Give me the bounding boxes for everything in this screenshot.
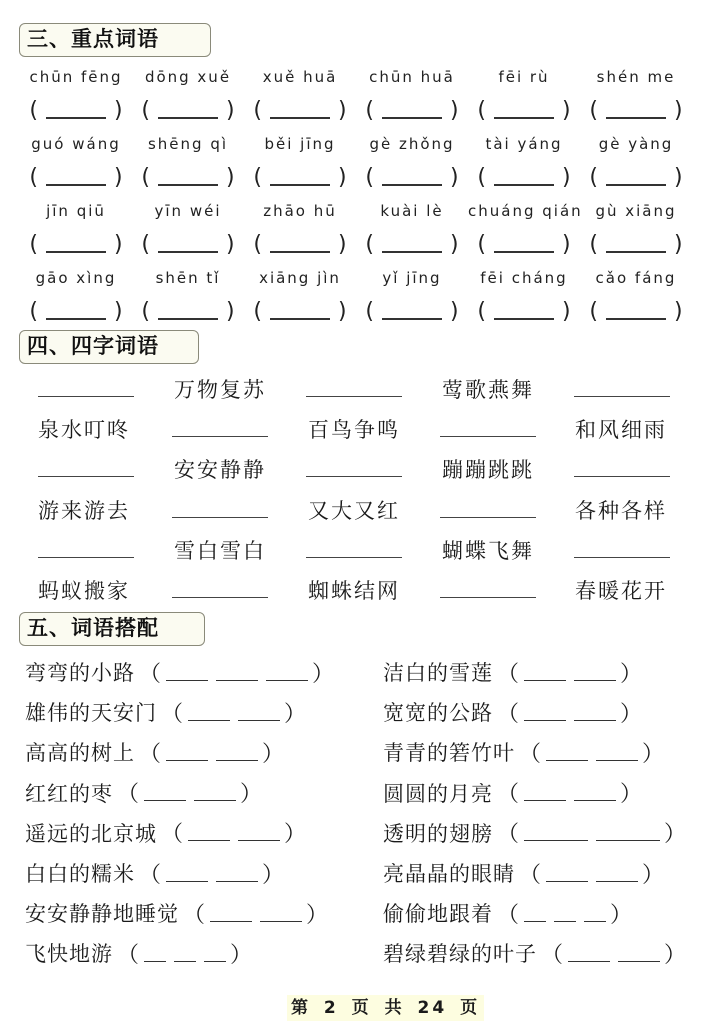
blank-line[interactable] bbox=[270, 103, 330, 119]
four-char-word: 各种各样 bbox=[575, 498, 667, 523]
answer-row bbox=[20, 228, 710, 261]
paren-close: ） bbox=[664, 822, 688, 848]
blank-line[interactable] bbox=[618, 945, 660, 962]
answer-blank[interactable] bbox=[468, 165, 580, 190]
paren-open: ( bbox=[477, 98, 486, 123]
paren-open: （ bbox=[139, 741, 163, 767]
answer-blank[interactable] bbox=[20, 299, 132, 324]
answer-blank-line[interactable] bbox=[38, 476, 134, 477]
paren-open: （ bbox=[497, 661, 521, 687]
answer-blank[interactable] bbox=[244, 232, 356, 257]
blank-line[interactable] bbox=[238, 824, 280, 841]
paren-close: ） bbox=[262, 741, 286, 767]
paren-close: ) bbox=[562, 165, 571, 190]
four-char-grid bbox=[38, 370, 718, 611]
pinyin-label: fēi cháng bbox=[480, 269, 568, 287]
paren-close: ) bbox=[338, 299, 347, 324]
pinyin-label: gāo xìng bbox=[35, 269, 117, 287]
paren-open: （ bbox=[117, 942, 141, 968]
matching-item bbox=[25, 652, 339, 692]
four-char-row bbox=[38, 410, 718, 450]
blank-line[interactable] bbox=[166, 744, 208, 761]
blank-line[interactable] bbox=[194, 784, 236, 801]
section-title-word-matching: 五、词语搭配 bbox=[19, 612, 205, 646]
answer-blank[interactable] bbox=[244, 98, 356, 123]
paren-close: ) bbox=[226, 165, 235, 190]
phrase: 碧绿碧绿的叶子 bbox=[383, 942, 537, 967]
blank-line[interactable] bbox=[494, 170, 554, 186]
paren-open: （ bbox=[519, 862, 543, 888]
four-char-word: 泉水叮咚 bbox=[38, 418, 130, 443]
paren-open: ( bbox=[589, 299, 598, 324]
paren-open: ( bbox=[589, 232, 598, 257]
paren-close: ) bbox=[450, 299, 459, 324]
answer-blank[interactable] bbox=[356, 299, 468, 324]
paren-open: ( bbox=[29, 232, 38, 257]
blank-line[interactable] bbox=[606, 304, 666, 320]
paren-close: ） bbox=[642, 862, 666, 888]
blank-line[interactable] bbox=[596, 744, 638, 761]
phrase: 圆圆的月亮 bbox=[383, 781, 493, 806]
blank-line[interactable] bbox=[174, 945, 196, 962]
paren-open: （ bbox=[183, 902, 207, 928]
phrase: 透明的翅膀 bbox=[383, 821, 493, 846]
paren-close: ) bbox=[338, 98, 347, 123]
blank-line[interactable] bbox=[270, 237, 330, 253]
matching-item bbox=[383, 732, 691, 772]
answer-blank[interactable] bbox=[468, 299, 580, 324]
paren-close: ) bbox=[338, 232, 347, 257]
paren-close: ) bbox=[338, 165, 347, 190]
phrase: 高高的树上 bbox=[25, 741, 135, 766]
paren-open: ( bbox=[253, 98, 262, 123]
answer-blank[interactable] bbox=[244, 165, 356, 190]
blank-line[interactable] bbox=[494, 103, 554, 119]
blank-line[interactable] bbox=[158, 237, 218, 253]
paren-open: ( bbox=[477, 299, 486, 324]
answer-blank-line[interactable] bbox=[172, 597, 268, 598]
blank-line[interactable] bbox=[158, 304, 218, 320]
paren-close: ） bbox=[620, 661, 644, 687]
pinyin-label: chūn huā bbox=[369, 68, 455, 86]
paren-close: ) bbox=[674, 299, 683, 324]
paren-open: ( bbox=[141, 98, 150, 123]
paren-close: ) bbox=[562, 232, 571, 257]
answer-blank-line[interactable] bbox=[306, 396, 402, 397]
four-char-word: 蚂蚁搬家 bbox=[38, 578, 130, 603]
blank-line[interactable] bbox=[46, 103, 106, 119]
paren-close: ) bbox=[562, 299, 571, 324]
answer-row bbox=[20, 161, 710, 194]
pinyin-label: dōng xuě bbox=[144, 68, 232, 86]
four-char-row bbox=[38, 571, 718, 611]
paren-close: ) bbox=[114, 165, 123, 190]
matching-item bbox=[25, 933, 339, 973]
blank-line[interactable] bbox=[260, 905, 302, 922]
matching-item bbox=[25, 893, 339, 933]
paren-close: ） bbox=[620, 782, 644, 808]
paren-open: ( bbox=[253, 232, 262, 257]
blank-line[interactable] bbox=[568, 945, 610, 962]
blank-line[interactable] bbox=[216, 744, 258, 761]
answer-blank-line[interactable] bbox=[574, 396, 670, 397]
answer-blank[interactable] bbox=[132, 232, 244, 257]
answer-blank-line[interactable] bbox=[306, 476, 402, 477]
paren-close: ） bbox=[664, 942, 688, 968]
matching-item bbox=[383, 893, 691, 933]
answer-blank[interactable] bbox=[580, 232, 692, 257]
paren-close: ) bbox=[450, 232, 459, 257]
answer-row bbox=[20, 295, 710, 328]
answer-blank-line[interactable] bbox=[172, 436, 268, 437]
paren-close: ) bbox=[226, 98, 235, 123]
pinyin-row bbox=[20, 60, 710, 94]
phrase: 偷偷地跟着 bbox=[383, 902, 493, 927]
matching-item bbox=[25, 692, 339, 732]
blank-line[interactable] bbox=[524, 704, 566, 721]
blank-line[interactable] bbox=[270, 304, 330, 320]
answer-blank[interactable] bbox=[468, 232, 580, 257]
four-char-word: 春暖花开 bbox=[575, 578, 667, 603]
paren-close: ) bbox=[114, 98, 123, 123]
four-char-word: 和风细雨 bbox=[575, 418, 667, 443]
paren-close: ） bbox=[312, 661, 336, 687]
phrase: 飞快地游 bbox=[25, 942, 113, 967]
paren-close: ) bbox=[114, 232, 123, 257]
pinyin-label: xuě huā bbox=[262, 68, 338, 86]
answer-blank[interactable] bbox=[468, 98, 580, 123]
paren-open: ( bbox=[365, 165, 374, 190]
pinyin-label: yǐ jīng bbox=[382, 269, 442, 287]
four-char-row bbox=[38, 370, 718, 410]
pinyin-label: shēn tǐ bbox=[155, 269, 221, 287]
matching-item bbox=[383, 813, 691, 853]
page-indicator: 第 2 页 共 24 页 bbox=[287, 995, 484, 1021]
blank-line[interactable] bbox=[382, 170, 442, 186]
paren-close: ) bbox=[674, 98, 683, 123]
paren-open: （ bbox=[161, 701, 185, 727]
answer-blank[interactable] bbox=[132, 299, 244, 324]
matching-item bbox=[25, 813, 339, 853]
blank-line[interactable] bbox=[574, 784, 616, 801]
matching-item bbox=[383, 773, 691, 813]
pinyin-row bbox=[20, 261, 710, 295]
answer-blank[interactable] bbox=[580, 165, 692, 190]
paren-open: （ bbox=[139, 661, 163, 687]
paren-open: （ bbox=[541, 942, 565, 968]
paren-open: ( bbox=[141, 299, 150, 324]
answer-blank[interactable] bbox=[356, 165, 468, 190]
four-char-word: 蝴蝶飞舞 bbox=[442, 538, 534, 563]
blank-line[interactable] bbox=[606, 103, 666, 119]
blank-line[interactable] bbox=[204, 945, 226, 962]
pinyin-label: tài yáng bbox=[485, 135, 563, 153]
phrase: 安安静静地睡觉 bbox=[25, 902, 179, 927]
paren-open: ( bbox=[477, 165, 486, 190]
paren-open: ( bbox=[29, 299, 38, 324]
answer-blank-line[interactable] bbox=[38, 557, 134, 558]
answer-blank[interactable] bbox=[356, 98, 468, 123]
blank-line[interactable] bbox=[382, 304, 442, 320]
pinyin-label: zhāo hū bbox=[263, 202, 337, 220]
blank-line[interactable] bbox=[188, 704, 230, 721]
answer-blank-line[interactable] bbox=[440, 436, 536, 437]
paren-open: ( bbox=[365, 98, 374, 123]
blank-line[interactable] bbox=[216, 664, 258, 681]
blank-line[interactable] bbox=[584, 905, 606, 922]
paren-close: ) bbox=[450, 165, 459, 190]
paren-open: （ bbox=[519, 741, 543, 767]
answer-blank[interactable] bbox=[132, 98, 244, 123]
pinyin-label: shén me bbox=[596, 68, 676, 86]
matching-item bbox=[25, 853, 339, 893]
matching-item bbox=[25, 732, 339, 772]
answer-blank[interactable] bbox=[580, 299, 692, 324]
paren-close: ） bbox=[262, 862, 286, 888]
paren-open: （ bbox=[497, 822, 521, 848]
paren-close: ) bbox=[226, 299, 235, 324]
pinyin-label: chūn fēng bbox=[29, 68, 123, 86]
blank-line[interactable] bbox=[524, 664, 566, 681]
pinyin-label: gù xiāng bbox=[595, 202, 677, 220]
blank-line[interactable] bbox=[238, 704, 280, 721]
paren-open: （ bbox=[139, 862, 163, 888]
matching-item bbox=[383, 933, 691, 973]
pinyin-grid bbox=[20, 60, 710, 328]
blank-line[interactable] bbox=[574, 664, 616, 681]
four-char-row bbox=[38, 491, 718, 531]
blank-line[interactable] bbox=[524, 905, 546, 922]
answer-blank[interactable] bbox=[20, 232, 132, 257]
blank-line[interactable] bbox=[494, 237, 554, 253]
blank-line[interactable] bbox=[596, 865, 638, 882]
paren-open: （ bbox=[161, 822, 185, 848]
paren-close: ） bbox=[610, 902, 634, 928]
paren-open: ( bbox=[141, 232, 150, 257]
matching-item bbox=[25, 773, 339, 813]
pinyin-row bbox=[20, 194, 710, 228]
blank-line[interactable] bbox=[546, 865, 588, 882]
paren-close: ） bbox=[230, 942, 254, 968]
blank-line[interactable] bbox=[382, 103, 442, 119]
paren-close: ） bbox=[306, 902, 330, 928]
paren-open: ( bbox=[365, 299, 374, 324]
four-char-word: 莺歌燕舞 bbox=[442, 378, 534, 402]
phrase: 弯弯的小路 bbox=[25, 661, 135, 686]
phrase: 遥远的北京城 bbox=[25, 821, 157, 846]
blank-line[interactable] bbox=[524, 784, 566, 801]
pinyin-label: chuáng qián bbox=[468, 202, 583, 220]
matching-left-column bbox=[25, 652, 339, 974]
four-char-word: 游来游去 bbox=[38, 498, 130, 523]
answer-blank-line[interactable] bbox=[574, 557, 670, 558]
blank-line[interactable] bbox=[606, 237, 666, 253]
pinyin-label: shēng qì bbox=[147, 135, 229, 153]
blank-line[interactable] bbox=[144, 945, 166, 962]
section-title-four-char-words: 四、四字词语 bbox=[19, 330, 199, 364]
phrase: 洁白的雪莲 bbox=[383, 661, 493, 686]
paren-close: ) bbox=[562, 98, 571, 123]
answer-blank-line[interactable] bbox=[574, 476, 670, 477]
answer-blank[interactable] bbox=[132, 165, 244, 190]
blank-line[interactable] bbox=[46, 304, 106, 320]
blank-line[interactable] bbox=[270, 170, 330, 186]
paren-close: ) bbox=[674, 165, 683, 190]
answer-blank-line[interactable] bbox=[306, 557, 402, 558]
phrase: 红红的枣 bbox=[25, 781, 113, 806]
blank-line[interactable] bbox=[210, 905, 252, 922]
paren-open: （ bbox=[497, 782, 521, 808]
pinyin-label: běi jīng bbox=[264, 135, 336, 153]
four-char-word: 蜘蛛结网 bbox=[308, 578, 400, 603]
answer-row bbox=[20, 94, 710, 127]
blank-line[interactable] bbox=[158, 170, 218, 186]
paren-open: ( bbox=[253, 165, 262, 190]
blank-line[interactable] bbox=[382, 237, 442, 253]
blank-line[interactable] bbox=[554, 905, 576, 922]
pinyin-row bbox=[20, 127, 710, 161]
blank-line[interactable] bbox=[144, 784, 186, 801]
answer-blank[interactable] bbox=[20, 165, 132, 190]
four-char-word: 又大又红 bbox=[308, 498, 400, 523]
blank-line[interactable] bbox=[574, 704, 616, 721]
matching-right-column bbox=[383, 652, 691, 974]
four-char-word: 百鸟争鸣 bbox=[308, 418, 400, 443]
blank-line[interactable] bbox=[216, 865, 258, 882]
paren-close: ) bbox=[114, 299, 123, 324]
answer-blank-line[interactable] bbox=[172, 517, 268, 518]
phrase: 白白的糯米 bbox=[25, 862, 135, 887]
paren-open: ( bbox=[589, 165, 598, 190]
matching-item bbox=[383, 652, 691, 692]
matching-item bbox=[383, 853, 691, 893]
answer-blank-line[interactable] bbox=[38, 396, 134, 397]
paren-close: ） bbox=[284, 701, 308, 727]
blank-line[interactable] bbox=[606, 170, 666, 186]
paren-close: ) bbox=[226, 232, 235, 257]
blank-line[interactable] bbox=[166, 865, 208, 882]
paren-close: ） bbox=[284, 822, 308, 848]
pinyin-label: cǎo fáng bbox=[595, 269, 677, 287]
blank-line[interactable] bbox=[46, 170, 106, 186]
paren-close: ） bbox=[240, 782, 264, 808]
paren-close: ） bbox=[620, 701, 644, 727]
paren-open: ( bbox=[141, 165, 150, 190]
four-char-word: 雪白雪白 bbox=[174, 538, 266, 563]
paren-close: ) bbox=[674, 232, 683, 257]
blank-line[interactable] bbox=[46, 237, 106, 253]
blank-line[interactable] bbox=[166, 664, 208, 681]
pinyin-label: kuài lè bbox=[380, 202, 444, 220]
blank-line[interactable] bbox=[546, 744, 588, 761]
answer-blank[interactable] bbox=[356, 232, 468, 257]
paren-open: ( bbox=[477, 232, 486, 257]
four-char-word: 安安静静 bbox=[174, 458, 266, 483]
answer-blank[interactable] bbox=[20, 98, 132, 123]
paren-open: （ bbox=[497, 902, 521, 928]
pinyin-label: guó wáng bbox=[31, 135, 121, 153]
answer-blank-line[interactable] bbox=[440, 517, 536, 518]
pinyin-label: yīn wéi bbox=[154, 202, 222, 220]
pinyin-label: xiāng jìn bbox=[259, 269, 341, 287]
pinyin-label: fēi rù bbox=[498, 68, 550, 86]
phrase: 宽宽的公路 bbox=[383, 701, 493, 726]
phrase: 青青的箬竹叶 bbox=[383, 741, 515, 766]
blank-line[interactable] bbox=[158, 103, 218, 119]
paren-open: （ bbox=[497, 701, 521, 727]
paren-close: ） bbox=[642, 741, 666, 767]
blank-line[interactable] bbox=[596, 824, 660, 841]
paren-close: ) bbox=[450, 98, 459, 123]
four-char-word: 万物复苏 bbox=[174, 378, 266, 402]
phrase: 雄伟的天安门 bbox=[25, 701, 157, 726]
paren-open: （ bbox=[117, 782, 141, 808]
blank-line[interactable] bbox=[266, 664, 308, 681]
paren-open: ( bbox=[365, 232, 374, 257]
paren-open: ( bbox=[29, 98, 38, 123]
phrase: 亮晶晶的眼睛 bbox=[383, 862, 515, 887]
paren-open: ( bbox=[29, 165, 38, 190]
answer-blank[interactable] bbox=[244, 299, 356, 324]
paren-open: ( bbox=[253, 299, 262, 324]
matching-item bbox=[383, 692, 691, 732]
answer-blank-line[interactable] bbox=[440, 597, 536, 598]
blank-line[interactable] bbox=[524, 824, 588, 841]
paren-open: ( bbox=[589, 98, 598, 123]
four-char-word: 蹦蹦跳跳 bbox=[442, 458, 534, 483]
four-char-row bbox=[38, 450, 718, 490]
blank-line[interactable] bbox=[188, 824, 230, 841]
pinyin-label: gè zhǒng bbox=[369, 135, 455, 153]
four-char-row bbox=[38, 531, 718, 571]
answer-blank[interactable] bbox=[580, 98, 692, 123]
pinyin-label: gè yàng bbox=[598, 135, 674, 153]
pinyin-label: jīn qiū bbox=[46, 202, 106, 220]
section-title-key-words: 三、重点词语 bbox=[19, 23, 211, 57]
blank-line[interactable] bbox=[494, 304, 554, 320]
